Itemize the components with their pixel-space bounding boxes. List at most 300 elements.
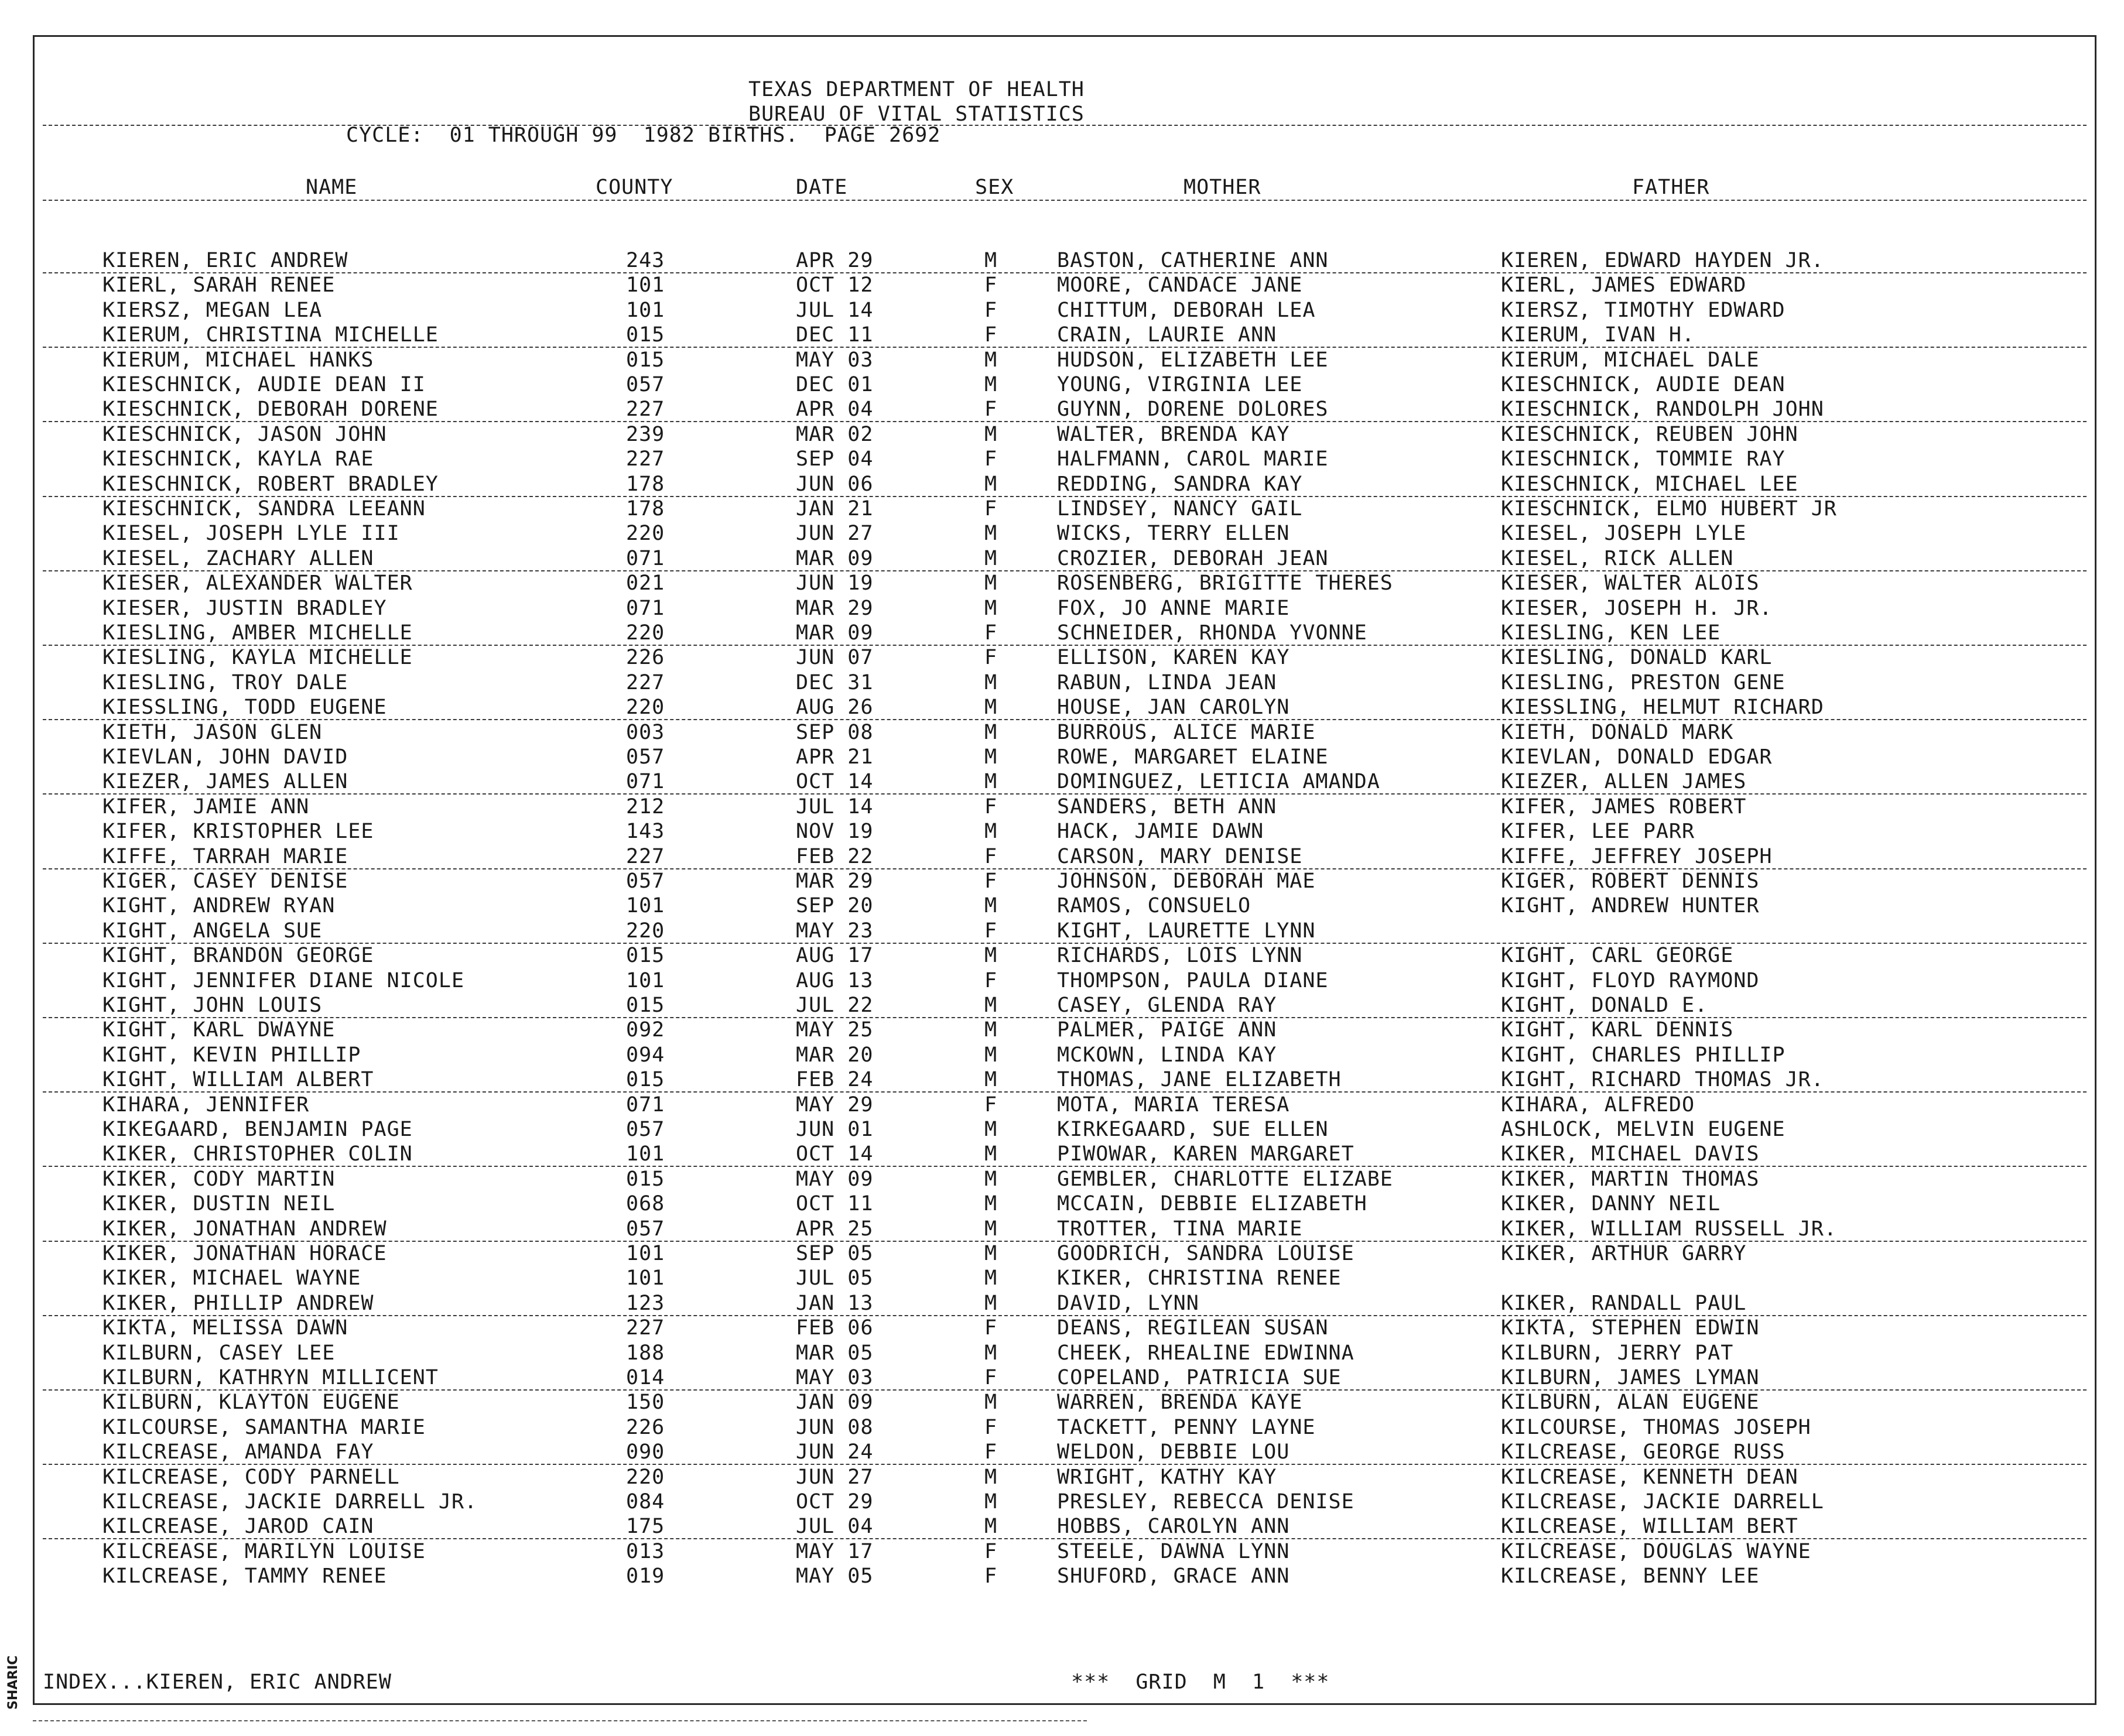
record-name: KILCREASE, AMANDA FAY — [102, 1440, 374, 1464]
record-date: FEB 06 — [796, 1316, 874, 1340]
record-father: KIEREN, EDWARD HAYDEN JR. — [1501, 249, 1824, 272]
record-father: KILCREASE, BENNY LEE — [1501, 1564, 1760, 1588]
record-date: JUN 01 — [796, 1118, 874, 1141]
table-row — [35, 547, 2098, 571]
record-name: KIESEL, JOSEPH LYLE III — [102, 522, 400, 546]
record-county: 178 — [626, 497, 665, 521]
record-father: KILCREASE, JACKIE DARRELL — [1501, 1490, 1824, 1514]
record-father: KIESCHNICK, MICHAEL LEE — [1501, 472, 1798, 496]
record-name: KIGHT, KARL DWAYNE — [102, 1018, 336, 1042]
record-name: KIGHT, JENNIFER DIANE NICOLE — [102, 968, 465, 992]
record-county: 068 — [626, 1192, 665, 1216]
record-father: KIESEL, JOSEPH LYLE — [1501, 522, 1747, 546]
table-row — [35, 1515, 2098, 1539]
table-row — [35, 1316, 2098, 1341]
record-sex: M — [984, 696, 998, 720]
record-county: 057 — [626, 1118, 665, 1141]
record-mother: GEMBLER, CHARLOTTE ELIZABE — [1057, 1167, 1393, 1191]
record-sex: M — [984, 546, 998, 570]
record-date: MAR 29 — [796, 869, 874, 893]
record-mother: JOHNSON, DEBORAH MAE — [1057, 869, 1316, 893]
record-mother: DOMINGUEZ, LETICIA AMANDA — [1057, 770, 1380, 794]
record-father: KIERSZ, TIMOTHY EDWARD — [1501, 298, 1786, 322]
record-county: 220 — [626, 621, 665, 645]
record-mother: LINDSEY, NANCY GAIL — [1057, 497, 1303, 521]
record-father: ASHLOCK, MELVIN EUGENE — [1501, 1118, 1786, 1141]
record-sex: M — [984, 820, 998, 844]
record-name: KIESLING, AMBER MICHELLE — [102, 621, 413, 645]
record-name: KIGHT, JOHN LOUIS — [102, 994, 323, 1017]
record-date: JUN 08 — [796, 1415, 874, 1439]
table-row — [35, 497, 2098, 522]
record-father: KIFFE, JEFFREY JOSEPH — [1501, 844, 1773, 868]
record-county: 071 — [626, 1093, 665, 1117]
table-row — [35, 1466, 2098, 1490]
table-row — [35, 1018, 2098, 1043]
record-name: KIESCHNICK, ROBERT BRADLEY — [102, 472, 439, 496]
record-sex: F — [984, 1093, 998, 1117]
record-name: KIGHT, KEVIN PHILLIP — [102, 1043, 361, 1067]
record-sex: M — [984, 994, 998, 1017]
table-row — [35, 721, 2098, 745]
record-mother: YOUNG, VIRGINIA LEE — [1057, 373, 1303, 396]
record-county: 239 — [626, 422, 665, 446]
table-row — [35, 919, 2098, 944]
record-father: KIESLING, DONALD KARL — [1501, 646, 1773, 670]
record-county: 220 — [626, 696, 665, 720]
record-date: DEC 11 — [796, 323, 874, 347]
record-mother: ELLISON, KAREN KAY — [1057, 646, 1290, 670]
record-date: AUG 26 — [796, 696, 874, 720]
table-row — [35, 1366, 2098, 1391]
record-mother: PRESLEY, REBECCA DENISE — [1057, 1490, 1355, 1514]
record-sex: F — [984, 919, 998, 943]
record-father: KIFER, LEE PARR — [1501, 820, 1695, 844]
record-date: JUN 19 — [796, 571, 874, 595]
record-county: 015 — [626, 1068, 665, 1092]
record-mother: HOBBS, CAROLYN ANN — [1057, 1515, 1290, 1539]
table-row — [35, 348, 2098, 373]
record-date: FEB 24 — [796, 1068, 874, 1092]
record-county: 178 — [626, 472, 665, 496]
record-name: KILBURN, CASEY LEE — [102, 1341, 336, 1365]
record-mother: RABUN, LINDA JEAN — [1057, 670, 1277, 694]
record-county: 090 — [626, 1440, 665, 1464]
record-county: 188 — [626, 1341, 665, 1365]
record-sex: M — [984, 1118, 998, 1141]
record-date: MAY 09 — [796, 1167, 874, 1191]
record-county: 175 — [626, 1515, 665, 1539]
record-mother: CHITTUM, DEBORAH LEA — [1057, 298, 1316, 322]
table-row — [35, 1391, 2098, 1415]
table-row — [35, 969, 2098, 994]
record-father: KIERUM, IVAN H. — [1501, 323, 1695, 347]
record-county: 057 — [626, 869, 665, 893]
record-mother: PIWOWAR, KAREN MARGARET — [1057, 1142, 1355, 1166]
record-name: KIESSLING, TODD EUGENE — [102, 696, 387, 720]
record-mother: MOORE, CANDACE JANE — [1057, 273, 1303, 297]
record-name: KILBURN, KLAYTON EUGENE — [102, 1391, 400, 1415]
column-header-date: DATE — [796, 176, 848, 199]
record-date: OCT 14 — [796, 770, 874, 794]
record-father: KIKER, DANNY NEIL — [1501, 1192, 1721, 1216]
record-county: 019 — [626, 1564, 665, 1588]
table-row — [35, 398, 2098, 422]
record-sex: M — [984, 1142, 998, 1166]
column-header-county: COUNTY — [596, 176, 673, 199]
table-row — [35, 273, 2098, 298]
record-date: JUN 27 — [796, 522, 874, 546]
record-father: KILCREASE, WILLIAM BERT — [1501, 1515, 1798, 1539]
record-name: KIESCHNICK, DEBORAH DORENE — [102, 398, 439, 422]
record-mother: TACKETT, PENNY LAYNE — [1057, 1415, 1316, 1439]
record-name: KILCREASE, TAMMY RENEE — [102, 1564, 387, 1588]
table-row — [35, 447, 2098, 472]
table-row — [35, 1167, 2098, 1192]
record-sex: M — [984, 770, 998, 794]
table-row — [35, 944, 2098, 968]
record-name: KIERUM, MICHAEL HANKS — [102, 348, 374, 372]
table-row — [35, 671, 2098, 696]
record-father: KILBURN, JERRY PAT — [1501, 1341, 1734, 1365]
record-date: JAN 13 — [796, 1291, 874, 1315]
record-father: KIESLING, PRESTON GENE — [1501, 670, 1786, 694]
record-name: KIEZER, JAMES ALLEN — [102, 770, 348, 794]
record-county: 084 — [626, 1490, 665, 1514]
record-date: JUN 07 — [796, 646, 874, 670]
record-father: KIESCHNICK, AUDIE DEAN — [1501, 373, 1786, 396]
table-row — [35, 869, 2098, 894]
table-row — [35, 1292, 2098, 1316]
record-date: AUG 13 — [796, 968, 874, 992]
record-county: 150 — [626, 1391, 665, 1415]
record-sex: M — [984, 1167, 998, 1191]
record-name: KIESER, JUSTIN BRADLEY — [102, 596, 387, 620]
record-county: 057 — [626, 1217, 665, 1241]
record-father: KIGHT, FLOYD RAYMOND — [1501, 968, 1760, 992]
record-father: KILCREASE, GEORGE RUSS — [1501, 1440, 1786, 1464]
record-date: MAR 02 — [796, 422, 874, 446]
table-row — [35, 323, 2098, 348]
record-date: MAR 05 — [796, 1341, 874, 1365]
record-father: KIESSLING, HELMUT RICHARD — [1501, 696, 1824, 720]
table-row — [35, 1118, 2098, 1142]
column-header-rule — [43, 200, 2087, 201]
record-county: 013 — [626, 1539, 665, 1563]
record-county: 101 — [626, 298, 665, 322]
record-mother: SCHNEIDER, RHONDA YVONNE — [1057, 621, 1367, 645]
record-date: JUN 06 — [796, 472, 874, 496]
record-father: KILBURN, ALAN EUGENE — [1501, 1391, 1760, 1415]
table-row — [35, 373, 2098, 398]
record-county: 057 — [626, 373, 665, 396]
record-mother: TROTTER, TINA MARIE — [1057, 1217, 1303, 1241]
record-county: 227 — [626, 670, 665, 694]
record-name: KIEVLAN, JOHN DAVID — [102, 745, 348, 769]
record-name: KIGHT, ANGELA SUE — [102, 919, 323, 943]
record-father: KIESCHNICK, ELMO HUBERT JR — [1501, 497, 1837, 521]
record-county: 015 — [626, 944, 665, 968]
record-name: KIERL, SARAH RENEE — [102, 273, 336, 297]
table-row — [35, 1490, 2098, 1515]
record-mother: WRIGHT, KATHY KAY — [1057, 1465, 1277, 1489]
record-date: APR 04 — [796, 398, 874, 422]
record-mother: WALTER, BRENDA KAY — [1057, 422, 1290, 446]
record-sex: M — [984, 596, 998, 620]
table-row — [35, 1068, 2098, 1093]
record-father: KIKER, ARTHUR GARRY — [1501, 1242, 1747, 1265]
record-mother: REDDING, SANDRA KAY — [1057, 472, 1303, 496]
record-county: 227 — [626, 844, 665, 868]
record-county: 226 — [626, 646, 665, 670]
record-date: OCT 29 — [796, 1490, 874, 1514]
record-father: KIKER, MICHAEL DAVIS — [1501, 1142, 1760, 1166]
table-row — [35, 795, 2098, 820]
table-row — [35, 1266, 2098, 1291]
record-mother: THOMPSON, PAULA DIANE — [1057, 968, 1329, 992]
record-date: FEB 22 — [796, 844, 874, 868]
table-row — [35, 597, 2098, 621]
record-mother: DEANS, REGILEAN SUSAN — [1057, 1316, 1329, 1340]
record-county: 021 — [626, 571, 665, 595]
record-sex: M — [984, 1341, 998, 1365]
record-father: KILCOURSE, THOMAS JOSEPH — [1501, 1415, 1811, 1439]
record-county: 015 — [626, 1167, 665, 1191]
record-mother: RAMOS, CONSUELO — [1057, 894, 1251, 918]
record-mother: WARREN, BRENDA KAYE — [1057, 1391, 1303, 1415]
record-mother: SHUFORD, GRACE ANN — [1057, 1564, 1290, 1588]
record-sex: F — [984, 398, 998, 422]
record-county: 071 — [626, 770, 665, 794]
record-sex: M — [984, 670, 998, 694]
record-county: 094 — [626, 1043, 665, 1067]
record-date: AUG 17 — [796, 944, 874, 968]
record-sex: M — [984, 1515, 998, 1539]
record-sex: M — [984, 522, 998, 546]
record-father: KIFER, JAMES ROBERT — [1501, 795, 1747, 819]
record-mother: CRAIN, LAURIE ANN — [1057, 323, 1277, 347]
record-father: KIGHT, CARL GEORGE — [1501, 944, 1734, 968]
record-name: KILCREASE, JAROD CAIN — [102, 1515, 374, 1539]
record-sex: M — [984, 472, 998, 496]
record-sex: M — [984, 1242, 998, 1265]
record-county: 101 — [626, 1242, 665, 1265]
record-date: MAY 17 — [796, 1539, 874, 1563]
record-father: KIEZER, ALLEN JAMES — [1501, 770, 1747, 794]
record-father: KIGHT, RICHARD THOMAS JR. — [1501, 1068, 1824, 1092]
record-date: DEC 31 — [796, 670, 874, 694]
record-name: KILCREASE, MARILYN LOUISE — [102, 1539, 426, 1563]
record-date: JAN 21 — [796, 497, 874, 521]
record-county: 212 — [626, 795, 665, 819]
record-name: KIESCHNICK, SANDRA LEEANN — [102, 497, 426, 521]
record-name: KIESER, ALEXANDER WALTER — [102, 571, 413, 595]
record-date: JUL 14 — [796, 298, 874, 322]
record-name: KILCOURSE, SAMANTHA MARIE — [102, 1415, 426, 1439]
record-county: 092 — [626, 1018, 665, 1042]
table-row — [35, 770, 2098, 795]
record-county: 226 — [626, 1415, 665, 1439]
record-date: JUL 22 — [796, 994, 874, 1017]
record-name: KIESLING, KAYLA MICHELLE — [102, 646, 413, 670]
record-date: MAR 09 — [796, 546, 874, 570]
table-row — [35, 1540, 2098, 1564]
record-mother: HALFMANN, CAROL MARIE — [1057, 447, 1329, 471]
record-father: KIESER, WALTER ALOIS — [1501, 571, 1760, 595]
record-date: SEP 08 — [796, 720, 874, 744]
record-date: OCT 12 — [796, 273, 874, 297]
record-mother: CHEEK, RHEALINE EDWINNA — [1057, 1341, 1355, 1365]
table-row — [35, 1564, 2098, 1589]
record-sex: M — [984, 1391, 998, 1415]
record-date: JAN 09 — [796, 1391, 874, 1415]
record-father: KIKER, WILLIAM RUSSELL JR. — [1501, 1217, 1837, 1241]
record-county: 101 — [626, 273, 665, 297]
table-row — [35, 994, 2098, 1018]
table-row — [35, 1242, 2098, 1266]
record-mother: GUYNN, DORENE DOLORES — [1057, 398, 1329, 422]
column-header-mother: MOTHER — [1184, 176, 1261, 199]
record-sex: F — [984, 844, 998, 868]
table-row — [35, 1416, 2098, 1440]
record-father: KIHARA, ALFREDO — [1501, 1093, 1695, 1117]
record-mother: COPELAND, PATRICIA SUE — [1057, 1366, 1342, 1389]
record-sex: M — [984, 1465, 998, 1489]
table-row — [35, 646, 2098, 670]
record-sex: M — [984, 1043, 998, 1067]
record-name: KIKTA, MELISSA DAWN — [102, 1316, 348, 1340]
table-row — [35, 894, 2098, 919]
record-mother: KIGHT, LAURETTE LYNN — [1057, 919, 1316, 943]
record-sex: F — [984, 621, 998, 645]
record-county: 243 — [626, 249, 665, 272]
record-date: JUL 14 — [796, 795, 874, 819]
record-name: KIKER, PHILLIP ANDREW — [102, 1291, 374, 1315]
record-mother: ROWE, MARGARET ELAINE — [1057, 745, 1329, 769]
record-date: APR 29 — [796, 249, 874, 272]
table-row — [35, 1192, 2098, 1217]
record-county: 220 — [626, 1465, 665, 1489]
record-mother: DAVID, LYNN — [1057, 1291, 1199, 1315]
record-sex: F — [984, 795, 998, 819]
record-sex: F — [984, 447, 998, 471]
record-name: KIEREN, ERIC ANDREW — [102, 249, 348, 272]
record-name: KIFER, JAMIE ANN — [102, 795, 310, 819]
record-county: 220 — [626, 919, 665, 943]
table-row — [35, 1093, 2098, 1118]
record-name: KIERSZ, MEGAN LEA — [102, 298, 323, 322]
record-father: KIESCHNICK, REUBEN JOHN — [1501, 422, 1798, 446]
table-row — [35, 472, 2098, 497]
record-mother: WICKS, TERRY ELLEN — [1057, 522, 1290, 546]
record-father: KIGHT, ANDREW HUNTER — [1501, 894, 1760, 918]
record-sex: F — [984, 968, 998, 992]
record-mother: MOTA, MARIA TERESA — [1057, 1093, 1290, 1117]
record-name: KILBURN, KATHRYN MILLICENT — [102, 1366, 439, 1389]
side-label — [0, 1651, 35, 1716]
record-sex: M — [984, 1266, 998, 1290]
record-mother: HACK, JAMIE DAWN — [1057, 820, 1264, 844]
record-date: MAY 03 — [796, 348, 874, 372]
footer-index: INDEX...KIEREN, ERIC ANDREW — [43, 1670, 392, 1694]
record-father: KIKER, RANDALL PAUL — [1501, 1291, 1747, 1315]
column-header-father: FATHER — [1632, 176, 1710, 199]
record-name: KIGHT, ANDREW RYAN — [102, 894, 336, 918]
record-date: OCT 11 — [796, 1192, 874, 1216]
table-row — [35, 1142, 2098, 1167]
record-sex: F — [984, 497, 998, 521]
record-father: KIKTA, STEPHEN EDWIN — [1501, 1316, 1760, 1340]
report-title: TEXAS DEPARTMENT OF HEALTH — [748, 78, 1085, 101]
record-mother: HOUSE, JAN CAROLYN — [1057, 696, 1290, 720]
record-name: KIESCHNICK, KAYLA RAE — [102, 447, 374, 471]
record-county: 123 — [626, 1291, 665, 1315]
record-name: KIESLING, TROY DALE — [102, 670, 348, 694]
record-father: KIESLING, KEN LEE — [1501, 621, 1721, 645]
record-name: KIGER, CASEY DENISE — [102, 869, 348, 893]
record-name: KIGHT, WILLIAM ALBERT — [102, 1068, 374, 1092]
record-county: 015 — [626, 994, 665, 1017]
record-sex: M — [984, 1018, 998, 1042]
record-name: KILCREASE, CODY PARNELL — [102, 1465, 400, 1489]
record-date: JUN 27 — [796, 1465, 874, 1489]
record-date: MAY 25 — [796, 1018, 874, 1042]
record-sex: F — [984, 869, 998, 893]
record-name: KIKER, JONATHAN HORACE — [102, 1242, 387, 1265]
table-row — [35, 1341, 2098, 1366]
record-date: MAY 05 — [796, 1564, 874, 1588]
record-sex: F — [984, 298, 998, 322]
record-date: SEP 20 — [796, 894, 874, 918]
report-frame — [33, 35, 2096, 1705]
record-mother: MCKOWN, LINDA KAY — [1057, 1043, 1277, 1067]
record-date: APR 25 — [796, 1217, 874, 1241]
record-father: KIERUM, MICHAEL DALE — [1501, 348, 1760, 372]
record-father: KILCREASE, DOUGLAS WAYNE — [1501, 1539, 1811, 1563]
record-father: KIKER, MARTIN THOMAS — [1501, 1167, 1760, 1191]
record-father: KIGHT, DONALD E. — [1501, 994, 1708, 1017]
record-mother: BASTON, CATHERINE ANN — [1057, 249, 1329, 272]
table-row — [35, 820, 2098, 844]
record-name: KIHARA, JENNIFER — [102, 1093, 310, 1117]
table-row — [35, 696, 2098, 720]
record-mother: KIRKEGAARD, SUE ELLEN — [1057, 1118, 1329, 1141]
record-name: KIKEGAARD, BENJAMIN PAGE — [102, 1118, 413, 1141]
record-mother: CASEY, GLENDA RAY — [1057, 994, 1277, 1017]
record-name: KIFER, KRISTOPHER LEE — [102, 820, 374, 844]
record-date: JUL 05 — [796, 1266, 874, 1290]
table-row — [35, 423, 2098, 447]
record-father: KIGER, ROBERT DENNIS — [1501, 869, 1760, 893]
column-header-name: NAME — [306, 176, 358, 199]
record-mother: GOODRICH, SANDRA LOUISE — [1057, 1242, 1355, 1265]
record-sex: F — [984, 273, 998, 297]
record-name: KIESCHNICK, AUDIE DEAN II — [102, 373, 426, 396]
record-sex: F — [984, 1366, 998, 1389]
record-father: KILBURN, JAMES LYMAN — [1501, 1366, 1760, 1389]
record-mother: ROSENBERG, BRIGITTE THERES — [1057, 571, 1393, 595]
table-row — [35, 745, 2098, 770]
record-county: 220 — [626, 522, 665, 546]
record-sex: F — [984, 1440, 998, 1464]
record-county: 101 — [626, 1266, 665, 1290]
table-row — [35, 522, 2098, 546]
record-date: MAR 20 — [796, 1043, 874, 1067]
record-name: KIKER, DUSTIN NEIL — [102, 1192, 336, 1216]
record-county: 014 — [626, 1366, 665, 1389]
table-row — [35, 249, 2098, 273]
record-name: KIFFE, TARRAH MARIE — [102, 844, 348, 868]
